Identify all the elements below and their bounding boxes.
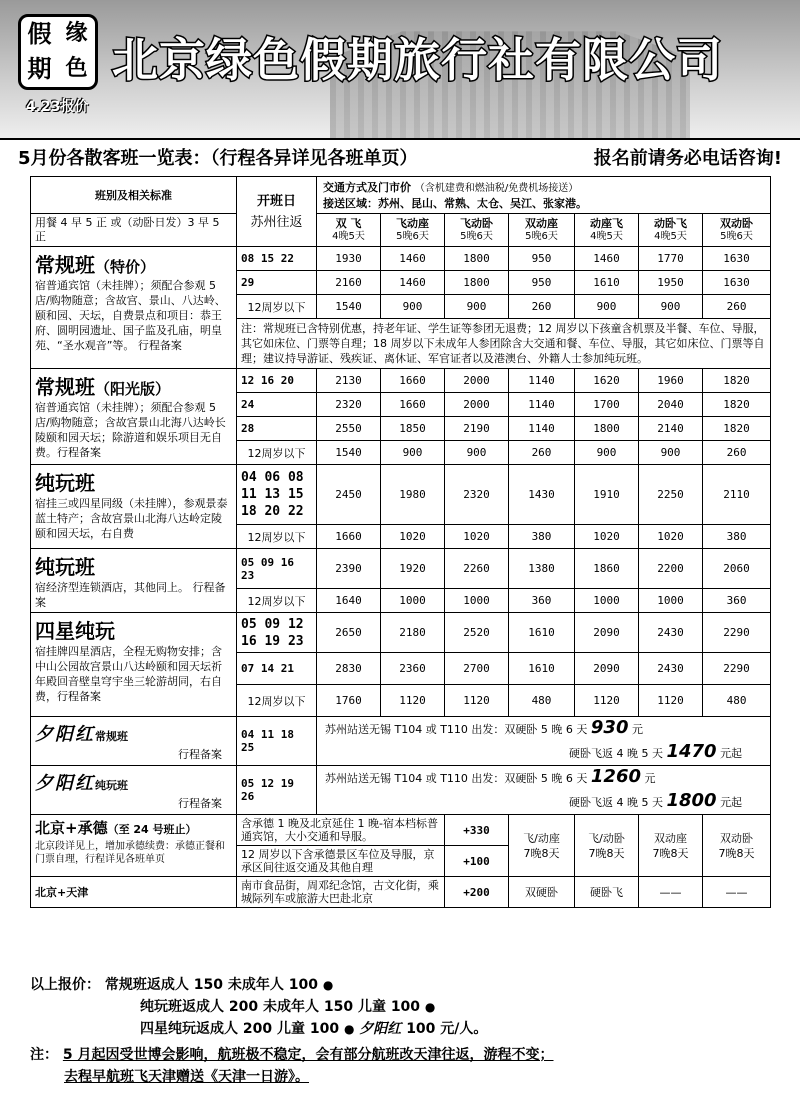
chengde-child-text: 12 周岁以下含承德景区车位及导服，京承区间往返交通及其他自理	[237, 846, 445, 877]
col-head-6: 动卧飞 4晚5天	[639, 214, 703, 247]
price-cell: 2110	[703, 465, 771, 525]
tianjin-opt-3: ——	[639, 877, 703, 908]
dates-cell: 24	[237, 393, 317, 417]
price-cell: 2430	[639, 613, 703, 653]
price-cell: 2290	[703, 653, 771, 685]
sunset-pure-play-class: 夕阳红纯玩班 行程备案	[31, 766, 237, 815]
price-cell: 1120	[575, 685, 639, 717]
price-cell: 2390	[317, 549, 381, 589]
price-cell: 260	[509, 295, 575, 319]
price-cell: 2650	[317, 613, 381, 653]
price-cell: 1630	[703, 247, 771, 271]
price-cell: 360	[703, 589, 771, 613]
price-cell: 2260	[445, 549, 509, 589]
sunset-regular-class: 夕阳红常规班 行程备案	[31, 717, 237, 766]
class-pure-play-b: 纯玩班 宿经济型连锁酒店，其他同上。 行程备案	[31, 549, 237, 613]
extra-chengde: 北京+承德（至 24 号班止） 北京段详见上，增加承德续费：承德正餐和门票自理，行程详见各班单页	[31, 815, 237, 877]
price-cell: 2520	[445, 613, 509, 653]
tianjin-price: +200	[445, 877, 509, 908]
price-cell: 1000	[445, 589, 509, 613]
col-head-2: 飞动座 5晚6天	[381, 214, 445, 247]
chengde-opt-3: 双动座 7晚8天	[639, 815, 703, 877]
price-cell: 1020	[575, 525, 639, 549]
company-name: 北京绿色假期旅行社有限公司	[112, 33, 723, 87]
price-cell: 1460	[381, 247, 445, 271]
price-cell: 1800	[445, 247, 509, 271]
price-cell: 1820	[703, 369, 771, 393]
price-cell: 1960	[639, 369, 703, 393]
price-cell: 900	[445, 441, 509, 465]
price-cell: 1860	[575, 549, 639, 589]
price-cell: 1380	[509, 549, 575, 589]
price-cell: 2250	[639, 465, 703, 525]
class-header: 班别及相关标准	[31, 177, 237, 214]
price-cell: 1620	[575, 369, 639, 393]
price-cell: 1610	[575, 271, 639, 295]
child-label: 12周岁以下	[237, 295, 317, 319]
price-cell: 1820	[703, 417, 771, 441]
dates-cell: 29	[237, 271, 317, 295]
price-cell: 1760	[317, 685, 381, 717]
price-cell: 1140	[509, 393, 575, 417]
price-cell: 2320	[445, 465, 509, 525]
price-cell: 1460	[381, 271, 445, 295]
sunset-regular-info: 苏州站送无锡 T104 或 T110 出发：双硬卧 5 晚 6 天 930 元 硬卧飞返 4 晚 5 天 1470 元起	[317, 717, 771, 766]
rebate-label: 以上报价：	[30, 977, 100, 993]
notice-section: 注： 5 月起因受世博会影响，航班极不稳定，会有部分航班改天津往返，游程不变； 去程早航班飞天津赠送《天津一日游》。	[30, 1047, 554, 1085]
price-cell: 900	[381, 441, 445, 465]
price-cell: 1430	[509, 465, 575, 525]
price-cell: 2360	[381, 653, 445, 685]
chengde-opt-1: 飞/动座 7晚8天	[509, 815, 575, 877]
chengde-opt-4: 双动卧 7晚8天	[703, 815, 771, 877]
dates-cell: 08 15 22	[237, 247, 317, 271]
price-cell: 1000	[381, 589, 445, 613]
price-cell: 1610	[509, 613, 575, 653]
price-cell: 1700	[575, 393, 639, 417]
tianjin-opt-4: ——	[703, 877, 771, 908]
meal-standard: 用餐 4 早 5 正 或（动卧日发）3 早 5 正	[31, 214, 237, 247]
dates-cell: 04 06 08 11 13 15 18 20 22	[237, 465, 317, 525]
price-cell: 2290	[703, 613, 771, 653]
child-label: 12周岁以下	[237, 441, 317, 465]
price-cell: 1120	[445, 685, 509, 717]
bullet-icon: ●	[322, 978, 334, 992]
price-cell: 1020	[639, 525, 703, 549]
price-cell: 260	[703, 441, 771, 465]
price-cell: 2140	[639, 417, 703, 441]
price-cell: 900	[639, 441, 703, 465]
dates-cell: 05 09 12 16 19 23	[237, 613, 317, 653]
price-cell: 260	[509, 441, 575, 465]
price-cell: 1000	[639, 589, 703, 613]
price-cell: 2830	[317, 653, 381, 685]
price-cell: 2060	[703, 549, 771, 589]
subtitle-bar	[0, 140, 800, 174]
price-cell: 380	[509, 525, 575, 549]
price-cell: 1930	[317, 247, 381, 271]
price-cell: 900	[381, 295, 445, 319]
price-cell: 1610	[509, 653, 575, 685]
depart-header: 开班日 苏州往返	[237, 177, 317, 247]
dates-cell: 05 09 16 23	[237, 549, 317, 589]
class-regular-special: 常规班（特价） 宿普通宾馆（未挂牌）；须配合参观 5 店/购物随意；含故宫、景山、八达岭、颐和园、天坛，自费景点和项目：恭王府、圆明园遗址、国子监及孔庙，明皇苑、“圣水观音”等。 行程备案	[31, 247, 237, 369]
price-cell: 1800	[445, 271, 509, 295]
bullet-icon: ●	[424, 1000, 436, 1014]
class-pure-play-a: 纯玩班 宿挂三或四星同级（未挂牌），参观景泰蓝土特产；含故宫景山北海八达岭定陵颐和园天坛，右自费	[31, 465, 237, 549]
price-cell: 1770	[639, 247, 703, 271]
schedule-title: 5月份各散客班一览表：（行程各异详见各班单页）	[18, 148, 418, 169]
child-label: 12周岁以下	[237, 685, 317, 717]
price-cell: 1660	[381, 393, 445, 417]
col-head-5: 动座飞 4晚5天	[575, 214, 639, 247]
consult-notice: 报名前请务必电话咨询!	[593, 148, 782, 169]
dates-cell: 28	[237, 417, 317, 441]
price-cell: 1820	[703, 393, 771, 417]
chengde-adult-price: +330	[445, 815, 509, 846]
price-cell: 900	[575, 295, 639, 319]
price-cell: 2090	[575, 653, 639, 685]
price-cell: 1120	[639, 685, 703, 717]
company-logo: 假 缘 期 色	[18, 14, 98, 90]
price-cell: 1980	[381, 465, 445, 525]
price-cell: 2130	[317, 369, 381, 393]
price-cell: 1460	[575, 247, 639, 271]
price-cell: 1850	[381, 417, 445, 441]
col-head-4: 双动座 5晚6天	[509, 214, 575, 247]
dates-cell: 05 12 19 26	[237, 766, 317, 815]
col-head-3: 飞动卧 5晚6天	[445, 214, 509, 247]
regular-class-note: 注：常规班已含特别优惠，持老年证、学生证等参团无退费；12 周岁以下孩童含机票及半餐、车位、导服，其它如床位、门票等自理；18 周岁以下未成年人参团除含大交通和餐、车位、导服，其它如床位、门票等自理；建议持导游证、残疾证、离休证、军官证者以及港澳台、外籍人士参加纯玩班。	[237, 319, 771, 369]
price-cell: 2160	[317, 271, 381, 295]
price-cell: 1140	[509, 369, 575, 393]
price-cell: 2190	[445, 417, 509, 441]
price-cell: 1660	[317, 525, 381, 549]
dates-cell: 07 14 21	[237, 653, 317, 685]
sunset-pure-play-info: 苏州站送无锡 T104 或 T110 出发：双硬卧 5 晚 6 天 1260 元 硬卧飞返 4 晚 5 天 1800 元起	[317, 766, 771, 815]
dates-cell: 04 11 18 25	[237, 717, 317, 766]
class-regular-sunshine: 常规班（阳光版） 宿普通宾馆（未挂牌）；须配合参观 5 店/购物随意；含故宫景山北海八达岭长陵颐和园天坛；除游道和娱乐项目无自费。行程备案	[31, 369, 237, 465]
price-cell: 950	[509, 247, 575, 271]
col-head-1: 双 飞 4晚5天	[317, 214, 381, 247]
price-cell: 260	[703, 295, 771, 319]
price-cell: 380	[703, 525, 771, 549]
extra-tianjin: 北京+天津	[31, 877, 237, 908]
price-cell: 1660	[381, 369, 445, 393]
price-cell: 900	[575, 441, 639, 465]
price-cell: 2320	[317, 393, 381, 417]
price-cell: 480	[509, 685, 575, 717]
price-cell: 2000	[445, 369, 509, 393]
chengde-adult-text: 含承德 1 晚及北京延住 1 晚-宿本档标普通宾馆，大小交通和导服。	[237, 815, 445, 846]
price-cell: 1920	[381, 549, 445, 589]
price-table	[30, 176, 771, 908]
dates-cell: 12 16 20	[237, 369, 317, 393]
tianjin-opt-1: 双硬卧	[509, 877, 575, 908]
price-cell: 2200	[639, 549, 703, 589]
price-cell: 950	[509, 271, 575, 295]
price-cell: 480	[703, 685, 771, 717]
price-cell: 2430	[639, 653, 703, 685]
price-cell: 1020	[445, 525, 509, 549]
price-cell: 1140	[509, 417, 575, 441]
price-date: 4.23报价	[26, 99, 89, 115]
bullet-icon: ●	[343, 1022, 355, 1036]
route-header: 交通方式及门市价 （含机建费和燃油税/免费机场接送） 接送区域：苏州、昆山、常熟、太仓、吴江、张家港。	[317, 177, 771, 214]
price-cell: 1540	[317, 295, 381, 319]
price-cell: 900	[639, 295, 703, 319]
col-head-7: 双动卧 5晚6天	[703, 214, 771, 247]
chengde-child-price: +100	[445, 846, 509, 877]
price-cell: 2040	[639, 393, 703, 417]
price-cell: 1950	[639, 271, 703, 295]
class-four-star: 四星纯玩 宿挂牌四星酒店，全程无购物安排；含中山公园故宫景山八达岭颐和园天坛祈年殿回音壁皇穹宇坐三轮游胡同，右自费，行程备案	[31, 613, 237, 717]
chengde-opt-2: 飞/动卧 7晚8天	[575, 815, 639, 877]
price-cell: 1120	[381, 685, 445, 717]
child-label: 12周岁以下	[237, 589, 317, 613]
price-cell: 1000	[575, 589, 639, 613]
price-cell: 1800	[575, 417, 639, 441]
price-cell: 2700	[445, 653, 509, 685]
header-banner	[0, 0, 800, 140]
price-cell: 1640	[317, 589, 381, 613]
notice-label: 注：	[30, 1047, 58, 1063]
price-cell: 2450	[317, 465, 381, 525]
rebate-section: 以上报价： 常规班返成人 150 未成年人 100 ● 纯玩班返成人 200 未成年人 150 儿童 100 ● 四星纯玩返成人 200 儿童 100 ● 夕阳红 100 元/人。	[30, 977, 488, 1037]
price-cell: 1020	[381, 525, 445, 549]
price-cell: 1910	[575, 465, 639, 525]
tianjin-text: 南市食品街，周邓纪念馆，古文化街，乘城际列车或旅游大巴赴北京	[237, 877, 445, 908]
price-cell: 360	[509, 589, 575, 613]
price-cell: 2550	[317, 417, 381, 441]
price-cell: 900	[445, 295, 509, 319]
price-cell: 1630	[703, 271, 771, 295]
price-cell: 2090	[575, 613, 639, 653]
child-label: 12周岁以下	[237, 525, 317, 549]
price-cell: 2180	[381, 613, 445, 653]
tianjin-opt-2: 硬卧飞	[575, 877, 639, 908]
price-cell: 1540	[317, 441, 381, 465]
price-cell: 2000	[445, 393, 509, 417]
